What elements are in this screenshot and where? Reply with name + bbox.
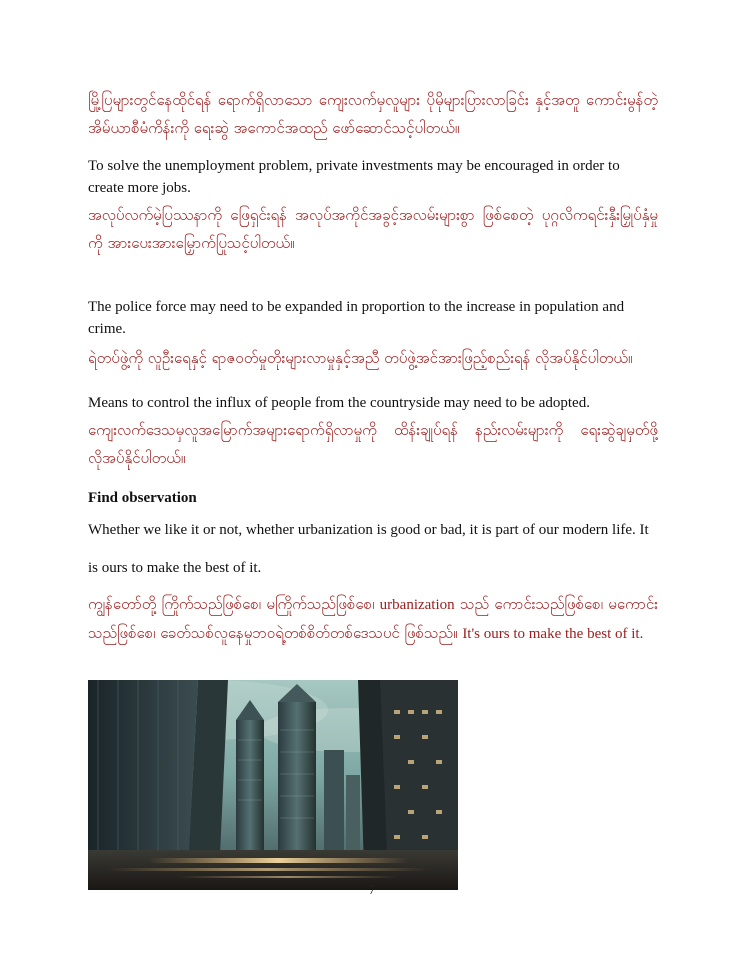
- paragraph-influx: [88, 392, 658, 472]
- burmese-text: မြို့ပြများတွင်နေထိုင်ရန် ရောက်ရှိလာသော ကျေးလက်မှလူများ ပိုမိုများပြားလာခြင်း နှင့်အတူ ကောင်းမွန်တဲ့အိမ်ယာစီမံကိန်းကို ရေးဆွဲ အကောင်အထည် ဖော်ဆောင်သင့်ပါတယ်။: [88, 91, 658, 137]
- english-text: Whether we like it or not, whether urbanization is good or bad, it is part of our modern life. It is ours to make the best of it.: [88, 522, 649, 576]
- english-text: To solve the unemployment problem, private investments may be encouraged in order to create more jobs.: [88, 158, 620, 196]
- burmese-text: အလုပ်လက်မဲ့ပြဿနာကို ဖြေရှင်းရန် အလုပ်အကိုင်အခွင့်အလမ်းများစွာ ဖြစ်စေတဲ့ ပုဂ္ဂလိကရင်းနှီးမြှုပ်နှံမှုကို အားပေးအားမြှောက်ပြုသင့်ပါတယ်။: [88, 206, 658, 252]
- section-find-observation: [88, 487, 658, 587]
- burmese-fragment: ကျွန်တော်တို့ ကြိုက်သည်ဖြစ်စေ၊ မကြိုက်သည်ဖြစ်စေ၊: [88, 595, 380, 613]
- city-skyline-photo: [88, 680, 458, 890]
- paragraph-housing-my: [88, 86, 658, 142]
- section-heading: Find observation: [88, 490, 197, 506]
- burmese-text: ကျေးလက်ဒေသမှလူအမြောက်အများရောက်ရှိလာမှုကို ထိန်းချုပ်ရန် နည်းလမ်းများကို ရေးဆွဲချမှတ်ဖို့ လိုအပ်နိုင်ပါတယ်။: [88, 421, 658, 467]
- paragraph-unemployment: [88, 155, 658, 257]
- burmese-fragment: သည် ကောင်းသည်ဖြစ်စေ၊ မကောင်းသည်ဖြစ်စေ၊ ခေတ်သစ်လူနေမှုဘဝရဲ့တစ်စိတ်တစ်ဒေသပင် ဖြစ်သည်။: [88, 595, 658, 642]
- burmese-text: ရဲတပ်ဖွဲ့ကို လူဦးရေနှင့် ရာဇဝတ်မှုတိုးများလာမှုနှင့်အညီ တပ်ဖွဲ့အင်အားဖြည့်စည်းရန် လိုအပ်နိုင်ပါတယ်။: [88, 349, 633, 367]
- paragraph-police: [88, 296, 658, 372]
- english-text: Means to control the influx of people from the countryside may need to be adopted.: [88, 395, 590, 411]
- english-text: The police force may need to be expanded in proportion to the increase in population and crime.: [88, 299, 625, 337]
- english-word: urbanization: [379, 597, 455, 613]
- page-number: 7: [368, 882, 376, 897]
- paragraph-urbanization-my: [88, 590, 658, 648]
- english-fragment: It's ours to make the best of it.: [462, 626, 644, 642]
- burmese-text: [88, 590, 658, 648]
